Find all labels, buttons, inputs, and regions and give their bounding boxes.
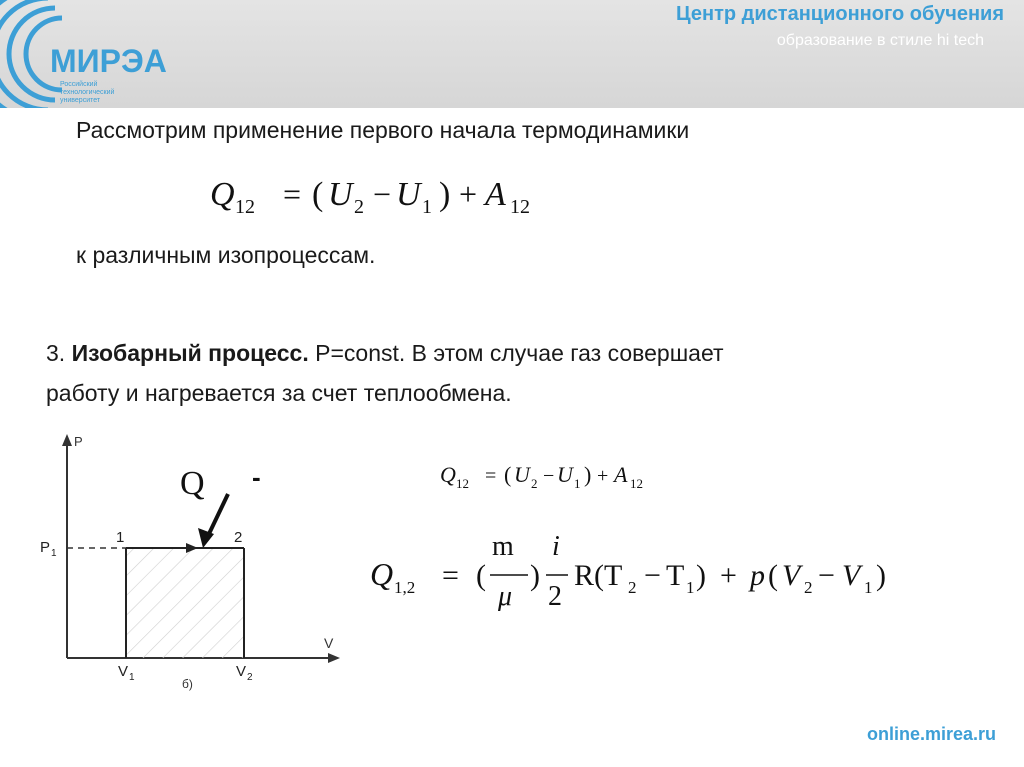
f2-eq: =: [485, 465, 497, 487]
f3-t2-sub: 2: [628, 578, 637, 597]
section-line-1: [46, 340, 724, 367]
f3-two: 2: [548, 581, 562, 612]
p1-label: P: [40, 539, 51, 556]
formula-first-law: [210, 165, 590, 225]
f3-v1: V: [842, 559, 861, 592]
f2-q-sub: 12: [456, 476, 469, 491]
f1-u2-sub: 2: [354, 196, 364, 218]
f2-close: ): [584, 462, 592, 487]
point-1-label: 1: [116, 529, 125, 546]
f3-v2: V: [782, 559, 801, 592]
f1-u1-sub: 1: [422, 196, 432, 218]
f2-a: A: [614, 462, 628, 487]
f3-close: ): [530, 559, 540, 592]
f1-q: Q: [210, 176, 235, 213]
f3-t: T: [666, 559, 685, 592]
intro-line-1: Рассмотрим применение первого начала термодинамики: [76, 117, 690, 143]
f1-u2: U: [328, 176, 353, 213]
v1-label: V: [118, 663, 129, 680]
f3-i: i: [552, 531, 560, 562]
center-subtitle: образование в стиле hi tech: [776, 32, 984, 49]
section-number: 3.: [46, 340, 66, 366]
intro-line-2: к различным изопроцессам.: [76, 242, 376, 268]
heat-arrow-line: [207, 494, 228, 538]
f1-minus: −: [373, 176, 392, 212]
f1-u1: U: [396, 176, 421, 213]
f3-close-v: ): [876, 559, 886, 592]
f3-m: m: [492, 531, 514, 562]
f2-q: Q: [440, 462, 456, 487]
f3-minus-1: −: [644, 559, 661, 592]
f3-r: R(T: [574, 559, 623, 592]
f2-u1: U: [557, 462, 573, 487]
diagram-caption: б): [182, 677, 193, 691]
logo-caption-1: Российский: [60, 81, 98, 88]
pv-diagram: [34, 430, 354, 700]
p-axis-arrow: [62, 434, 72, 446]
f3-eq: =: [442, 559, 459, 592]
center-title: Центр дистанционного обучения: [676, 3, 1004, 25]
section-title: Изобарный процесс.: [71, 340, 309, 366]
point-2-label: 2: [234, 529, 243, 546]
f2-a-sub: 12: [630, 476, 643, 491]
v2-label: V: [236, 663, 247, 680]
formula-heat-isobaric: [370, 525, 930, 625]
section-line-2: работу и нагревается за счет теплообмена.: [46, 380, 512, 406]
logo-text: МИРЭА: [50, 43, 167, 79]
formula-first-law-small: [440, 458, 720, 494]
section-rest: P=const. В этом случае газ совершает: [308, 340, 724, 366]
f1-a: A: [485, 176, 506, 213]
f2-u2: U: [514, 462, 530, 487]
f3-p: p: [750, 559, 765, 592]
work-area: [126, 548, 244, 658]
heat-q-label: Q: [180, 465, 205, 502]
f3-open-v: (: [768, 559, 778, 592]
f3-rparen: ): [696, 559, 706, 592]
logo-caption-3: университет: [60, 97, 101, 104]
p-axis-label: P: [74, 434, 83, 449]
header-bar: [0, 0, 1024, 108]
f2-u2-sub: 2: [531, 476, 538, 491]
f3-q: Q: [370, 556, 394, 592]
f3-mu: μ: [498, 581, 513, 612]
f1-a-sub: 12: [510, 196, 530, 218]
f3-open: (: [476, 559, 486, 592]
f1-close: ): [439, 176, 451, 213]
f2-open: (: [504, 462, 512, 487]
p1-sub: 1: [51, 548, 57, 559]
f3-v1-sub: 1: [864, 578, 873, 597]
v1-sub: 1: [129, 672, 135, 683]
mirea-logo: [0, 0, 200, 108]
f3-plus: +: [720, 559, 737, 592]
f3-t1-sub: 1: [686, 578, 695, 597]
footer-site-link[interactable]: online.mirea.ru: [866, 724, 996, 744]
f2-u1-sub: 1: [574, 476, 581, 491]
f2-minus: −: [543, 465, 555, 487]
v-axis-label: V: [324, 635, 334, 651]
f1-eq: =: [283, 176, 302, 212]
f1-open: (: [312, 176, 324, 213]
f2-plus: +: [597, 465, 609, 487]
f1-plus: +: [459, 176, 478, 212]
v-axis-arrow: [328, 653, 340, 663]
v2-sub: 2: [247, 672, 253, 683]
logo-caption-2: технологический: [60, 89, 115, 96]
f3-minus-2: −: [818, 559, 835, 592]
f3-q-sub: 1,2: [394, 578, 416, 597]
f1-q-sub: 12: [235, 196, 255, 218]
dash-mark: -: [252, 462, 261, 492]
f3-v2-sub: 2: [804, 578, 813, 597]
